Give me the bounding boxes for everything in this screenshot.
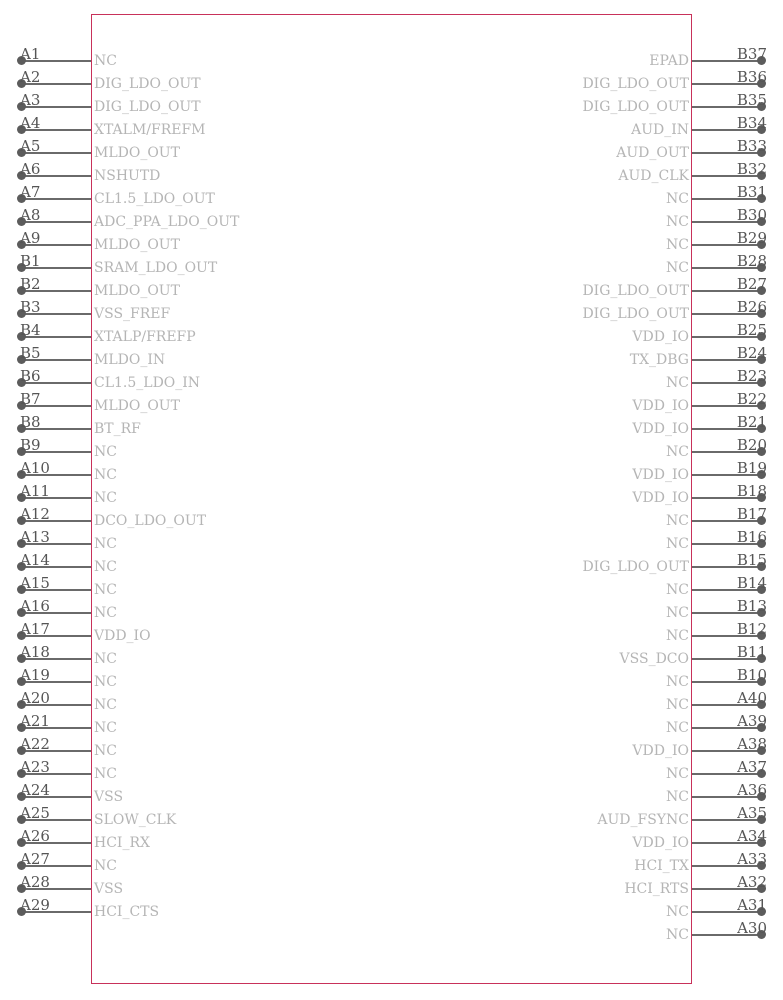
right-pin (0, 91, 783, 116)
right-pin (0, 114, 783, 139)
pin-number: A19 (20, 666, 50, 684)
right-pin (0, 183, 783, 208)
pin-signal-label: NC (666, 904, 689, 920)
pin-signal-label: BT_RF (94, 421, 141, 437)
right-pin (0, 827, 783, 852)
pin-signal-label: EPAD (649, 53, 689, 69)
right-pin (0, 712, 783, 737)
pin-signal-label: HCI_TX (634, 858, 689, 874)
pin-number: A17 (20, 620, 50, 638)
pin-number: A35 (737, 804, 767, 822)
pin-number: B37 (736, 45, 767, 63)
pin-number: B20 (736, 436, 767, 454)
pin-number: A7 (20, 183, 41, 201)
pin-number: A13 (20, 528, 50, 546)
pin-signal-label: NC (94, 490, 117, 506)
pin-signal-label: MLDO_OUT (94, 283, 180, 299)
pin-number: B27 (736, 275, 767, 293)
pin-signal-label: NC (666, 605, 689, 621)
pin-number: A2 (20, 68, 41, 86)
right-pin (0, 896, 783, 921)
pin-signal-label: NC (666, 237, 689, 253)
right-pin (0, 574, 783, 599)
pin-signal-label: VSS (94, 881, 124, 897)
pin-number: B13 (736, 597, 767, 615)
pin-number: B17 (736, 505, 767, 523)
pin-number: B7 (20, 390, 41, 408)
pin-signal-label: AUD_FSYNC (597, 812, 689, 828)
pin-number: A10 (20, 459, 50, 477)
pin-signal-label: NC (666, 628, 689, 644)
pin-number: A20 (20, 689, 50, 707)
pin-number: B9 (20, 436, 41, 454)
pin-number: B36 (736, 68, 767, 86)
pin-signal-label: NC (666, 927, 689, 943)
pin-signal-label: AUD_IN (631, 122, 689, 138)
pin-signal-label: VSS_FREF (94, 306, 171, 322)
pin-number: A1 (20, 45, 41, 63)
pin-signal-label: NC (94, 559, 117, 575)
pin-number: A23 (20, 758, 50, 776)
pin-signal-label: MLDO_IN (94, 352, 166, 368)
pin-number: A11 (20, 482, 50, 500)
right-pin (0, 551, 783, 576)
pin-signal-label: ADC_PPA_LDO_OUT (94, 214, 240, 230)
pin-signal-label: NC (94, 674, 117, 690)
pin-signal-label: NC (94, 536, 117, 552)
pin-signal-label: VSS_DCO (619, 651, 689, 667)
pin-signal-label: NC (94, 605, 117, 621)
pin-signal-label: NC (94, 53, 117, 69)
pin-signal-label: VDD_IO (632, 743, 689, 759)
pin-signal-label: NC (94, 697, 117, 713)
right-pin (0, 850, 783, 875)
right-pin (0, 390, 783, 415)
pin-signal-label: CL1.5_LDO_OUT (94, 191, 215, 207)
pin-number: B15 (736, 551, 767, 569)
pin-number: B18 (736, 482, 767, 500)
pin-number: B5 (20, 344, 41, 362)
right-pin (0, 298, 783, 323)
pin-number: B4 (20, 321, 41, 339)
pin-signal-label: TX_DBG (629, 352, 689, 368)
right-pin (0, 321, 783, 346)
pin-signal-label: DIG_LDO_OUT (582, 283, 689, 299)
right-pin (0, 45, 783, 70)
pin-number: B22 (736, 390, 767, 408)
pin-signal-label: NC (94, 766, 117, 782)
right-pin (0, 620, 783, 645)
pin-number: A39 (737, 712, 767, 730)
pin-signal-label: NC (666, 720, 689, 736)
pin-signal-label: VDD_IO (94, 628, 151, 644)
pin-signal-label: NSHUTD (94, 168, 161, 184)
pin-signal-label: VDD_IO (632, 467, 689, 483)
right-pin (0, 919, 783, 944)
pin-signal-label: XTALP/FREFP (94, 329, 196, 345)
pin-number: B35 (736, 91, 767, 109)
pin-signal-label: NC (94, 444, 117, 460)
pin-signal-label: VDD_IO (632, 398, 689, 414)
right-pin (0, 597, 783, 622)
pin-number: A8 (20, 206, 41, 224)
right-pin (0, 275, 783, 300)
pin-number: A26 (20, 827, 50, 845)
right-pin (0, 689, 783, 714)
pin-signal-label: DIG_LDO_OUT (582, 559, 689, 575)
pin-number: B11 (736, 643, 767, 661)
pin-signal-label: DIG_LDO_OUT (94, 76, 201, 92)
pin-number: A36 (737, 781, 767, 799)
pin-number: A29 (20, 896, 50, 914)
pin-number: B14 (736, 574, 767, 592)
pin-signal-label: NC (94, 467, 117, 483)
right-pin (0, 252, 783, 277)
right-pin (0, 735, 783, 760)
pin-number: A33 (737, 850, 767, 868)
right-pin (0, 367, 783, 392)
pin-number: B10 (736, 666, 767, 684)
pin-signal-label: DIG_LDO_OUT (582, 306, 689, 322)
right-pin (0, 781, 783, 806)
pin-number: A30 (737, 919, 767, 937)
pin-signal-label: NC (94, 651, 117, 667)
pin-number: B24 (736, 344, 767, 362)
pin-signal-label: NC (666, 444, 689, 460)
pin-number: B29 (736, 229, 767, 247)
pin-number: A4 (20, 114, 41, 132)
pin-number: A14 (20, 551, 50, 569)
pin-number: A24 (20, 781, 50, 799)
right-pin (0, 229, 783, 254)
pin-number: A28 (20, 873, 50, 891)
pin-signal-label: NC (666, 260, 689, 276)
pin-signal-label: DIG_LDO_OUT (94, 99, 201, 115)
right-pin (0, 505, 783, 530)
pin-number: B3 (20, 298, 41, 316)
pin-signal-label: NC (94, 582, 117, 598)
pin-signal-label: NC (666, 191, 689, 207)
pin-signal-label: DCO_LDO_OUT (94, 513, 207, 529)
pin-number: B19 (736, 459, 767, 477)
pin-signal-label: VDD_IO (632, 329, 689, 345)
pin-signal-label: NC (666, 697, 689, 713)
pin-number: A3 (20, 91, 41, 109)
right-pin (0, 137, 783, 162)
pin-signal-label: VDD_IO (632, 490, 689, 506)
right-pin (0, 804, 783, 829)
pin-signal-label: SLOW_CLK (94, 812, 177, 828)
pin-number: A16 (20, 597, 50, 615)
pin-signal-label: XTALM/FREFM (94, 122, 206, 138)
pin-signal-label: MLDO_OUT (94, 398, 180, 414)
pin-signal-label: HCI_CTS (94, 904, 160, 920)
pin-number: A32 (737, 873, 767, 891)
pin-signal-label: SRAM_LDO_OUT (94, 260, 218, 276)
pin-number: B1 (20, 252, 41, 270)
pin-signal-label: NC (94, 743, 117, 759)
pin-number: A34 (737, 827, 767, 845)
right-pin (0, 482, 783, 507)
pin-signal-label: CL1.5_LDO_IN (94, 375, 201, 391)
pin-signal-label: NC (666, 513, 689, 529)
pin-number: A37 (737, 758, 767, 776)
pin-number: A18 (20, 643, 50, 661)
pin-number: B8 (20, 413, 41, 431)
right-pin (0, 873, 783, 898)
pin-number: B21 (736, 413, 767, 431)
pin-number: B32 (736, 160, 767, 178)
pin-number: B26 (736, 298, 767, 316)
pin-number: A12 (20, 505, 50, 523)
right-pin (0, 436, 783, 461)
right-pin (0, 206, 783, 231)
pin-signal-label: NC (94, 858, 117, 874)
pin-number: A31 (737, 896, 767, 914)
pin-number: B12 (736, 620, 767, 638)
pin-number: B2 (20, 275, 41, 293)
right-pin (0, 160, 783, 185)
pin-number: A27 (20, 850, 50, 868)
pin-number: B33 (736, 137, 767, 155)
pin-signal-label: VDD_IO (632, 835, 689, 851)
pin-number: A22 (20, 735, 50, 753)
pin-number: B30 (736, 206, 767, 224)
pin-signal-label: MLDO_OUT (94, 145, 180, 161)
pin-number: A15 (20, 574, 50, 592)
pin-number: A5 (20, 137, 41, 155)
pin-number: B28 (736, 252, 767, 270)
pin-signal-label: HCI_RX (94, 835, 150, 851)
pin-signal-label: NC (666, 536, 689, 552)
pin-number: A25 (20, 804, 50, 822)
pin-signal-label: MLDO_OUT (94, 237, 180, 253)
pin-signal-label: NC (666, 214, 689, 230)
pin-number: B6 (20, 367, 41, 385)
pin-signal-label: NC (666, 582, 689, 598)
right-pin (0, 459, 783, 484)
right-pin (0, 68, 783, 93)
pin-number: B16 (736, 528, 767, 546)
pin-signal-label: DIG_LDO_OUT (582, 99, 689, 115)
pin-number: B23 (736, 367, 767, 385)
pin-number: A40 (737, 689, 767, 707)
pin-signal-label: DIG_LDO_OUT (582, 76, 689, 92)
right-pin (0, 666, 783, 691)
pin-number: B34 (736, 114, 767, 132)
pin-number: B25 (736, 321, 767, 339)
right-pin (0, 758, 783, 783)
pin-number: A38 (737, 735, 767, 753)
right-pin (0, 413, 783, 438)
pin-signal-label: AUD_OUT (616, 145, 689, 161)
pin-signal-label: NC (666, 766, 689, 782)
pin-signal-label: NC (666, 789, 689, 805)
pin-signal-label: HCI_RTS (624, 881, 689, 897)
right-pin (0, 528, 783, 553)
right-pin (0, 643, 783, 668)
pin-number: A6 (20, 160, 41, 178)
pin-signal-label: NC (666, 674, 689, 690)
right-pin (0, 344, 783, 369)
pin-number: B31 (736, 183, 767, 201)
pin-signal-label: VDD_IO (632, 421, 689, 437)
pin-signal-label: NC (666, 375, 689, 391)
pin-number: A21 (20, 712, 50, 730)
pin-signal-label: AUD_CLK (618, 168, 689, 184)
pin-signal-label: VSS (94, 789, 124, 805)
pin-number: A9 (20, 229, 41, 247)
pin-signal-label: NC (94, 720, 117, 736)
